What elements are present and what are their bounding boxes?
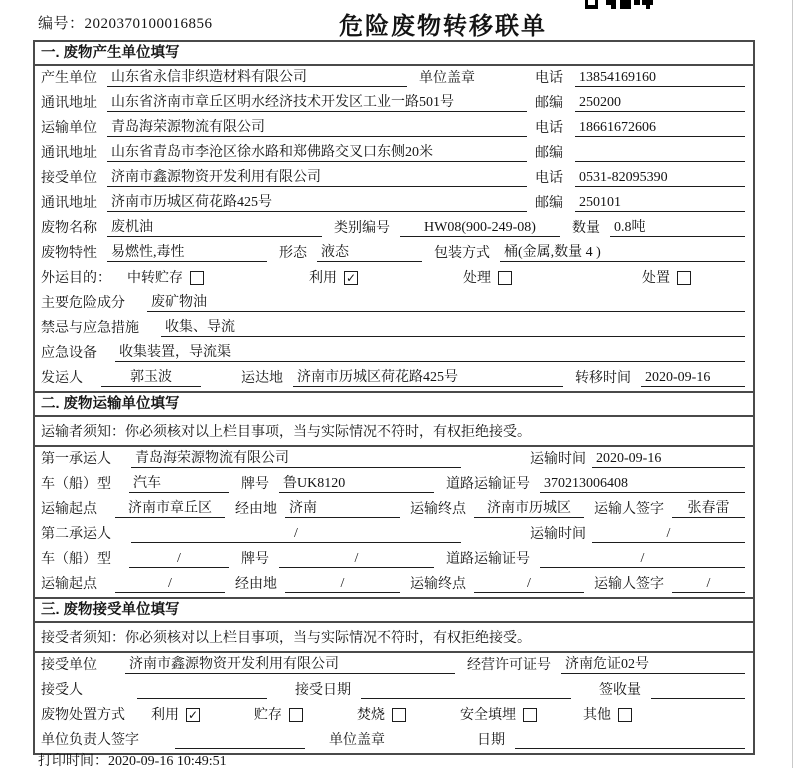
row-first-route (35, 497, 753, 522)
first-terminus-value: 济南市历城区 (474, 500, 584, 518)
transporter-phone-value: 18661672606 (575, 119, 745, 137)
packaging-value: 桶(金属,数量 4 ) (500, 244, 745, 262)
second-road-license-value: / (540, 550, 745, 568)
packaging-label: 包装方式 (434, 246, 490, 261)
received-quantity-value (651, 682, 745, 699)
quantity-label: 数量 (572, 221, 600, 236)
treat-checkbox (498, 271, 512, 285)
row-receiver (35, 166, 753, 191)
receiver-label: 接受单位 (41, 171, 97, 186)
terminus-label: 运输终点 (410, 577, 466, 592)
second-transport-time-value: / (592, 525, 745, 543)
first-carrier-signature-value: 张春雷 (672, 500, 745, 518)
transporter-value: 青岛海荣源物流有限公司 (107, 119, 527, 137)
row-producer-address (35, 91, 753, 116)
phone-label: 电话 (535, 171, 563, 186)
road-license-label: 道路运输证号 (446, 477, 530, 492)
second-carrier-label: 第二承运人 (41, 527, 111, 542)
waste-trait-label: 废物特性 (41, 246, 97, 261)
producer-label: 产生单位 (41, 71, 97, 86)
purpose-option-utilize: 利用 ✓ (309, 270, 357, 286)
row-producer (35, 66, 753, 91)
waste-trait-value: 易燃性,毒性 (107, 244, 267, 262)
transit-storage-checkbox (190, 271, 204, 285)
address-label: 通讯地址 (41, 146, 97, 161)
second-via-value: / (285, 575, 400, 593)
waste-name-value: 废机油 (107, 219, 322, 237)
producer-address-value: 山东省济南市章丘区明水经济技术开发区工业一路501号 (107, 94, 527, 112)
transporter-label: 运输单位 (41, 121, 97, 136)
date-value (515, 732, 745, 749)
destination-label: 运达地 (241, 371, 283, 386)
receiver-notice: 接受者须知：你必须核对以上栏目事项，当与实际情况不符时，有权拒绝接受。 (35, 623, 753, 653)
first-transport-time-value: 2020-09-16 (592, 450, 745, 468)
purpose-label: 外运目的： (41, 271, 111, 286)
second-carrier-value: / (131, 525, 461, 543)
transporter-notice: 运输者须知：你必须核对以上栏目事项，当与实际情况不符时，有权拒绝接受。 (35, 417, 753, 447)
permit-number-value: 济南危证02号 (561, 656, 745, 674)
producer-zip-value: 250200 (575, 94, 745, 112)
first-carrier-label: 第一承运人 (41, 452, 111, 467)
row-transporter-address (35, 141, 753, 166)
disposal-method-label: 废物处置方式 (41, 708, 125, 723)
row-transfer-purpose (35, 266, 753, 291)
disposal-incinerate-checkbox (392, 708, 406, 722)
disposal-option-incinerate: 焚烧 (357, 707, 406, 724)
unit-seal-label: 单位盖章 (329, 733, 385, 748)
row-transporter (35, 116, 753, 141)
form-label: 形态 (279, 246, 307, 261)
responsible-signature-value (175, 732, 305, 749)
disposal-option-storage: 贮存 (254, 707, 303, 724)
address-label: 通讯地址 (41, 96, 97, 111)
hazard-component-label: 主要危险成分 (41, 296, 125, 311)
origin-label: 运输起点 (41, 502, 97, 517)
shipper-label: 发运人 (41, 371, 83, 386)
quantity-value: 0.8吨 (610, 219, 745, 237)
receiver-address-value: 济南市历城区荷花路425号 (107, 194, 527, 212)
plate-label: 牌号 (241, 477, 269, 492)
zip-label: 邮编 (535, 96, 563, 111)
accept-date-label: 接受日期 (295, 683, 351, 698)
purpose-option-treat: 处理 (463, 270, 512, 287)
disposal-utilize-checkbox: ✓ (187, 707, 199, 722)
row-hazard-component (35, 291, 753, 316)
destination-value: 济南市历城区荷花路425号 (293, 369, 563, 387)
first-plate-value: 鲁UK8120 (279, 475, 434, 493)
address-label: 通讯地址 (41, 196, 97, 211)
shipper-value: 郭玉波 (101, 369, 201, 387)
transporter-address-value: 山东省青岛市李沧区徐水路和郑佛路交叉口东侧20米 (107, 144, 527, 162)
disposal-other-checkbox (618, 708, 632, 722)
receiver-value: 济南市鑫源物资开发利用有限公司 (107, 169, 527, 187)
transfer-time-value: 2020-09-16 (641, 369, 745, 387)
transporter-zip-value (575, 145, 745, 162)
row-receiver-address (35, 191, 753, 216)
purpose-option-dispose: 处置 (642, 270, 691, 287)
utilize-checkbox: ✓ (345, 270, 357, 285)
disposal-option-other: 其他 (583, 707, 632, 724)
serial-value: 2020370100016856 (84, 16, 213, 32)
accepting-unit-value: 济南市鑫源物资开发利用有限公司 (125, 656, 455, 674)
serial-label: 编号： (38, 16, 85, 32)
second-terminus-value: / (474, 575, 584, 593)
first-road-license-value: 370213006408 (540, 475, 745, 493)
page-title: 危险废物转移联单 (339, 13, 547, 40)
via-label: 经由地 (235, 577, 277, 592)
second-plate-value: / (279, 550, 434, 568)
plate-label: 牌号 (241, 552, 269, 567)
emergency-measures-value: 收集、导流 (161, 319, 745, 337)
print-time-label: 打印时间： (38, 754, 108, 768)
emergency-equipment-value: 收集装置，导流渠 (115, 344, 745, 362)
hazard-component-value: 废矿物油 (147, 294, 745, 312)
permit-number-label: 经营许可证号 (467, 658, 551, 673)
second-origin-value: / (115, 575, 225, 593)
qr-code-fragment (585, 0, 653, 10)
row-second-route (35, 572, 753, 597)
unit-seal-label: 单位盖章 (419, 71, 475, 86)
receiver-zip-value: 250101 (575, 194, 745, 212)
row-second-carrier (35, 522, 753, 547)
transport-time-label: 运输时间 (530, 527, 586, 542)
emergency-equipment-label: 应急设备 (41, 346, 97, 361)
first-via-value: 济南 (285, 500, 400, 518)
acceptor-label: 接受人 (41, 683, 83, 698)
terminus-label: 运输终点 (410, 502, 466, 517)
emergency-measures-label: 禁忌与应急措施 (41, 321, 139, 336)
row-accepting-unit (35, 653, 753, 678)
accept-date-value (361, 682, 571, 699)
waste-name-label: 废物名称 (41, 221, 97, 236)
carrier-signature-label: 运输人签字 (594, 502, 664, 517)
row-emergency-equipment (35, 341, 753, 366)
row-second-vehicle (35, 547, 753, 572)
purpose-option-transit-storage: 中转贮存 (127, 270, 204, 287)
category-code-label: 类别编号 (334, 221, 390, 236)
manifest-form (33, 40, 755, 755)
disposal-landfill-checkbox (523, 708, 537, 722)
transport-time-label: 运输时间 (530, 452, 586, 467)
date-label: 日期 (477, 733, 505, 748)
carrier-signature-label: 运输人签字 (594, 577, 664, 592)
row-waste-name (35, 216, 753, 241)
vehicle-type-label: 车（船）型 (41, 552, 111, 567)
first-carrier-value: 青岛海荣源物流有限公司 (131, 450, 461, 468)
acceptor-value (137, 682, 267, 699)
second-carrier-signature-value: / (672, 575, 745, 593)
section1-heading: 一. 废物产生单位填写 (35, 42, 753, 66)
vehicle-type-label: 车（船）型 (41, 477, 111, 492)
disposal-option-landfill: 安全填埋 (460, 707, 537, 724)
origin-label: 运输起点 (41, 577, 97, 592)
phone-label: 电话 (535, 71, 563, 86)
first-vehicle-type-value: 汽车 (129, 475, 229, 493)
row-first-carrier (35, 447, 753, 472)
row-first-vehicle (35, 472, 753, 497)
received-quantity-label: 签收量 (599, 683, 641, 698)
print-time (38, 750, 227, 768)
responsible-signature-label: 单位负责人签字 (41, 733, 139, 748)
phone-label: 电话 (535, 121, 563, 136)
category-code-value: HW08(900-249-08) (400, 219, 560, 237)
second-vehicle-type-value: / (129, 550, 229, 568)
section3-heading: 三. 废物接受单位填写 (35, 597, 753, 623)
scan-edge-line (792, 0, 793, 768)
section2-heading: 二. 废物运输单位填写 (35, 391, 753, 417)
via-label: 经由地 (235, 502, 277, 517)
disposal-storage-checkbox (289, 708, 303, 722)
dispose-checkbox (677, 271, 691, 285)
print-time-value: 2020-09-16 10:49:51 (108, 754, 227, 768)
first-origin-value: 济南市章丘区 (115, 500, 225, 518)
road-license-label: 道路运输证号 (446, 552, 530, 567)
row-acceptor (35, 678, 753, 703)
receiver-phone-value: 0531-82095390 (575, 169, 745, 187)
zip-label: 邮编 (535, 146, 563, 161)
producer-phone-value: 13854169160 (575, 69, 745, 87)
row-shipper (35, 366, 753, 391)
form-value: 液态 (317, 244, 422, 262)
row-disposal-method (35, 703, 753, 728)
zip-label: 邮编 (535, 196, 563, 211)
disposal-option-utilize: 利用 ✓ (151, 707, 199, 723)
row-waste-traits (35, 241, 753, 266)
transfer-time-label: 转移时间 (575, 371, 631, 386)
row-emergency-measures (35, 316, 753, 341)
producer-value: 山东省永信非织造材料有限公司 (107, 69, 407, 87)
accepting-unit-label: 接受单位 (41, 658, 97, 673)
